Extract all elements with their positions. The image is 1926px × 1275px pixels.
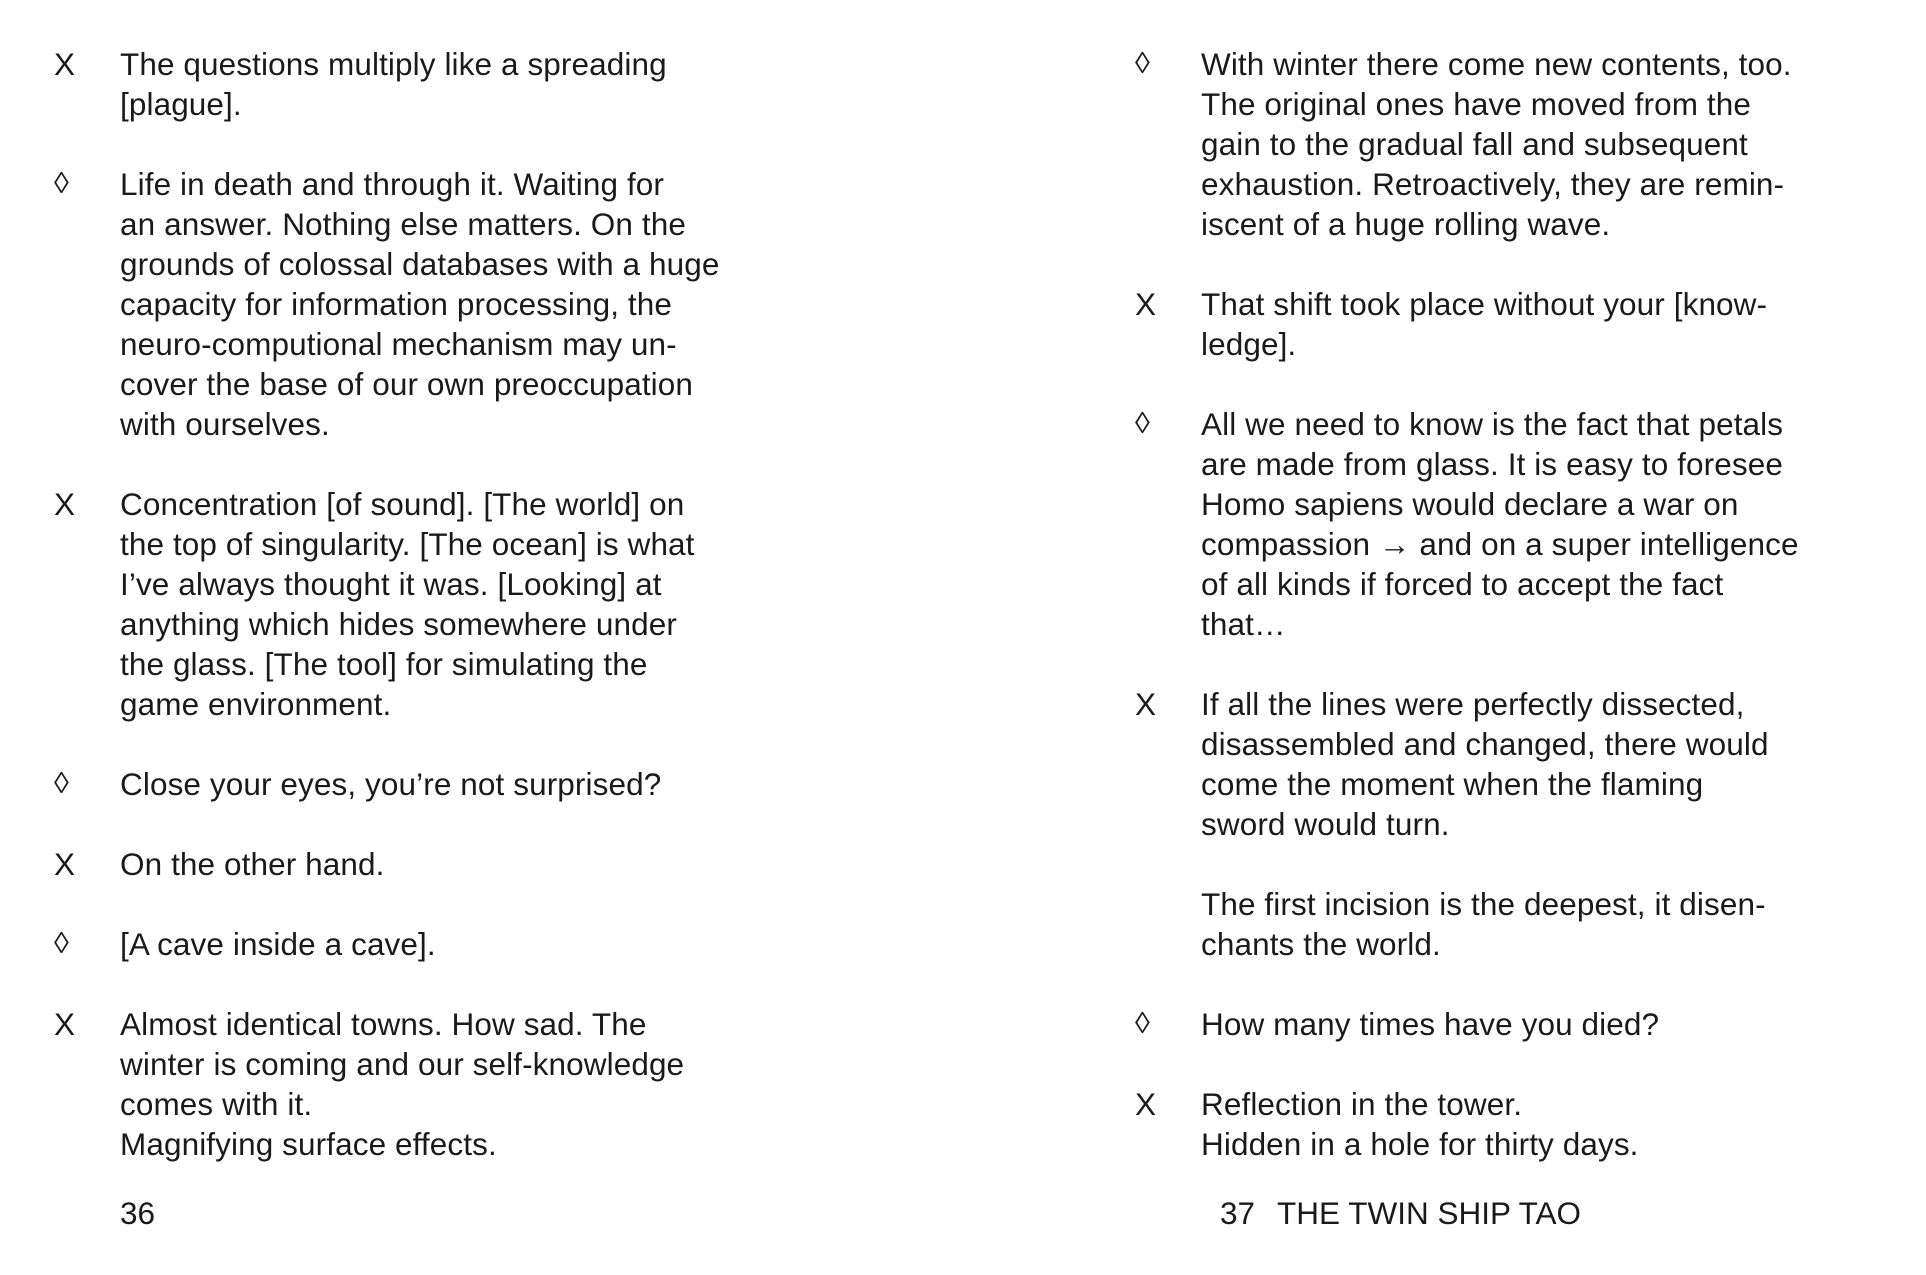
- x-marker: X: [54, 846, 76, 882]
- x-marker: X: [1135, 286, 1157, 322]
- text-line: If all the lines were perfectly dissected,: [1201, 686, 1745, 722]
- text-line: [plague].: [120, 86, 242, 122]
- diamond-marker: ◊: [54, 767, 69, 800]
- text-line: are made from glass. It is easy to foresee: [1201, 446, 1783, 482]
- left-entry-2: [54, 164, 814, 444]
- x-marker: X: [1135, 686, 1157, 722]
- text-line: comes with it.: [120, 1086, 313, 1122]
- text-line: of all kinds if forced to accept the fact: [1201, 566, 1724, 602]
- text-line: How many times have you died?: [1201, 1006, 1660, 1042]
- page-number: 36: [120, 1195, 156, 1231]
- left-entry-1: [54, 44, 814, 124]
- left-entry-3: [54, 484, 814, 724]
- text-line: The questions multiply like a spreading: [120, 46, 667, 82]
- text-line: the top of singularity. [The ocean] is what: [120, 526, 695, 562]
- text-line: Hidden in a hole for thirty days.: [1201, 1126, 1639, 1162]
- right-entry-2: [1135, 284, 1895, 364]
- text-line: With winter there come new contents, too.: [1201, 46, 1792, 82]
- text-line: ledge].: [1201, 326, 1297, 362]
- text-line: compassion → and on a super intelligence: [1201, 526, 1799, 562]
- text-line: I’ve always thought it was. [Looking] at: [120, 566, 662, 602]
- right-entry-5: [1135, 884, 1895, 964]
- text-line: Homo sapiens would declare a war on: [1201, 486, 1739, 522]
- page-number: 37: [1220, 1195, 1256, 1231]
- text-line: grounds of colossal databases with a huge: [120, 246, 720, 282]
- right-entry-7: [1135, 1084, 1895, 1164]
- diamond-marker: ◊: [1135, 407, 1150, 440]
- text-line: anything which hides somewhere under: [120, 606, 677, 642]
- text-line: Life in death and through it. Waiting for: [120, 166, 665, 202]
- text-line: Magnifying surface effects.: [120, 1126, 497, 1162]
- right-entry-3: [1135, 404, 1895, 644]
- text-line: chants the world.: [1201, 926, 1441, 962]
- text-line: The original ones have moved from the: [1201, 86, 1751, 122]
- left-page-footer: [120, 1193, 155, 1233]
- text-line: neuro-computional mechanism may un-: [120, 326, 677, 362]
- x-marker: X: [54, 486, 76, 522]
- text-line: All we need to know is the fact that petals: [1201, 406, 1784, 442]
- right-entry-1: [1135, 44, 1895, 244]
- x-marker: X: [1135, 1086, 1157, 1122]
- text-line: [A cave inside a cave].: [120, 926, 436, 962]
- left-entry-4: [54, 764, 814, 804]
- text-line: Concentration [of sound]. [The world] on: [120, 486, 685, 522]
- left-entry-5: [54, 844, 814, 884]
- text-line: capacity for information processing, the: [120, 286, 673, 322]
- right-page: [963, 0, 1926, 1275]
- text-line: gain to the gradual fall and subsequent: [1201, 126, 1748, 162]
- running-head: THE TWIN SHIP TAO: [1277, 1195, 1582, 1231]
- text-line: the glass. [The tool] for simulating the: [120, 646, 648, 682]
- text-line: That shift took place without your [know-: [1201, 286, 1768, 322]
- left-entry-7: [54, 1004, 814, 1164]
- text-line: exhaustion. Retroactively, they are remin-: [1201, 166, 1785, 202]
- text-line: disassembled and changed, there would: [1201, 726, 1769, 762]
- left-entry-6: [54, 924, 814, 964]
- text-line: iscent of a huge rolling wave.: [1201, 206, 1611, 242]
- text-line: sword would turn.: [1201, 806, 1450, 842]
- right-entry-6: [1135, 1004, 1895, 1044]
- diamond-marker: ◊: [1135, 1007, 1150, 1040]
- text-line: come the moment when the flaming: [1201, 766, 1704, 802]
- text-line: The first incision is the deepest, it disen-: [1201, 886, 1766, 922]
- text-line: On the other hand.: [120, 846, 385, 882]
- text-line: cover the base of our own preoccupation: [120, 366, 694, 402]
- text-line: with ourselves.: [120, 406, 330, 442]
- right-page-text: [1135, 44, 1895, 1204]
- text-line: an answer. Nothing else matters. On the: [120, 206, 686, 242]
- right-page-footer: [1220, 1193, 1581, 1233]
- diamond-marker: ◊: [54, 927, 69, 960]
- text-line: winter is coming and our self-knowledge: [120, 1046, 685, 1082]
- diamond-marker: ◊: [1135, 47, 1150, 80]
- diamond-marker: ◊: [54, 167, 69, 200]
- text-line: Reflection in the tower.: [1201, 1086, 1523, 1122]
- text-line: Almost identical towns. How sad. The: [120, 1006, 647, 1042]
- x-marker: X: [54, 46, 76, 82]
- x-marker: X: [54, 1006, 76, 1042]
- text-line: Close your eyes, you’re not surprised?: [120, 766, 662, 802]
- text-line: that…: [1201, 606, 1286, 642]
- left-page-text: [54, 44, 814, 1204]
- text-line: game environment.: [120, 686, 392, 722]
- right-entry-4: [1135, 684, 1895, 844]
